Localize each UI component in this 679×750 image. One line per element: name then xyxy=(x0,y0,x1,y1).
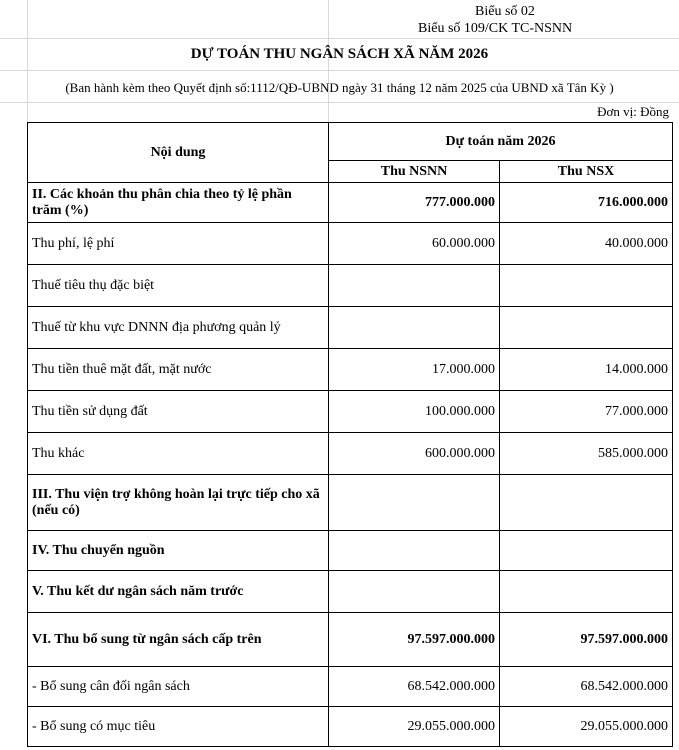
table-row xyxy=(28,183,673,223)
unit-label: Đơn vị: Đồng xyxy=(597,104,669,119)
row-label: Thuế tiêu thụ đặc biệt xyxy=(28,265,329,307)
row-label: - Bổ sung cân đối ngân sách xyxy=(28,667,329,707)
table-row xyxy=(28,571,673,613)
table-row xyxy=(28,223,673,265)
row-label: V. Thu kết dư ngân sách năm trước xyxy=(28,571,329,613)
row-nsx-value: 585.000.000 xyxy=(500,433,673,475)
form-code: Biểu số 109/CK TC-NSNN xyxy=(418,21,573,36)
grid-line xyxy=(0,102,679,103)
row-nsnn-value xyxy=(329,531,500,571)
table-row xyxy=(28,433,673,475)
row-label: III. Thu viện trợ không hoàn lại trực tiếp cho xã (nếu có) xyxy=(28,475,329,531)
row-nsnn-value: 777.000.000 xyxy=(329,183,500,223)
row-nsx-value: 14.000.000 xyxy=(500,349,673,391)
budget-table xyxy=(27,122,673,747)
table-row xyxy=(28,265,673,307)
row-label: Thuế từ khu vực DNNN địa phương quản lý xyxy=(28,307,329,349)
header-nsx: Thu NSX xyxy=(500,161,673,183)
row-nsnn-value: 29.055.000.000 xyxy=(329,707,500,747)
row-nsx-value xyxy=(500,307,673,349)
table-row xyxy=(28,307,673,349)
row-nsx-value xyxy=(500,571,673,613)
row-nsnn-value xyxy=(329,571,500,613)
row-label: Thu tiền thuê mặt đất, mặt nước xyxy=(28,349,329,391)
row-nsx-value: 40.000.000 xyxy=(500,223,673,265)
page-title: DỰ TOÁN THU NGÂN SÁCH XÃ NĂM 2026 xyxy=(190,46,489,62)
row-nsnn-value: 97.597.000.000 xyxy=(329,613,500,667)
table-row xyxy=(28,391,673,433)
row-nsnn-value xyxy=(329,265,500,307)
header-group: Dự toán năm 2026 xyxy=(329,123,673,161)
row-label: VI. Thu bổ sung từ ngân sách cấp trên xyxy=(28,613,329,667)
form-number: Biểu số 02 xyxy=(475,4,535,19)
grid-line xyxy=(0,38,679,39)
row-nsx-value xyxy=(500,475,673,531)
row-label: - Bổ sung có mục tiêu xyxy=(28,707,329,747)
table-row xyxy=(28,667,673,707)
row-nsx-value: 68.542.000.000 xyxy=(500,667,673,707)
row-nsx-value xyxy=(500,531,673,571)
row-nsnn-value: 100.000.000 xyxy=(329,391,500,433)
header-content: Nội dung xyxy=(28,123,329,183)
subtitle: (Ban hành kèm theo Quyết định số:1112/QĐ-UBND ngày 31 tháng 12 năm 2025 của UBND xã Tân Kỳ ) xyxy=(65,80,614,95)
row-nsnn-value xyxy=(329,307,500,349)
grid-line xyxy=(0,70,679,71)
row-label: Thu khác xyxy=(28,433,329,475)
table-row xyxy=(28,531,673,571)
row-nsnn-value: 600.000.000 xyxy=(329,433,500,475)
row-nsnn-value xyxy=(329,475,500,531)
row-label: II. Các khoản thu phân chia theo tỷ lệ phần trăm (%) xyxy=(28,183,329,223)
table-row xyxy=(28,613,673,667)
row-label: Thu phí, lệ phí xyxy=(28,223,329,265)
row-label: Thu tiền sử dụng đất xyxy=(28,391,329,433)
row-label: IV. Thu chuyển nguồn xyxy=(28,531,329,571)
table-row xyxy=(28,707,673,747)
table-row xyxy=(28,475,673,531)
header-nsnn: Thu NSNN xyxy=(329,161,500,183)
row-nsx-value: 97.597.000.000 xyxy=(500,613,673,667)
row-nsx-value: 77.000.000 xyxy=(500,391,673,433)
row-nsx-value: 716.000.000 xyxy=(500,183,673,223)
row-nsnn-value: 68.542.000.000 xyxy=(329,667,500,707)
table-row xyxy=(28,349,673,391)
row-nsnn-value: 60.000.000 xyxy=(329,223,500,265)
row-nsx-value: 29.055.000.000 xyxy=(500,707,673,747)
row-nsnn-value: 17.000.000 xyxy=(329,349,500,391)
row-nsx-value xyxy=(500,265,673,307)
